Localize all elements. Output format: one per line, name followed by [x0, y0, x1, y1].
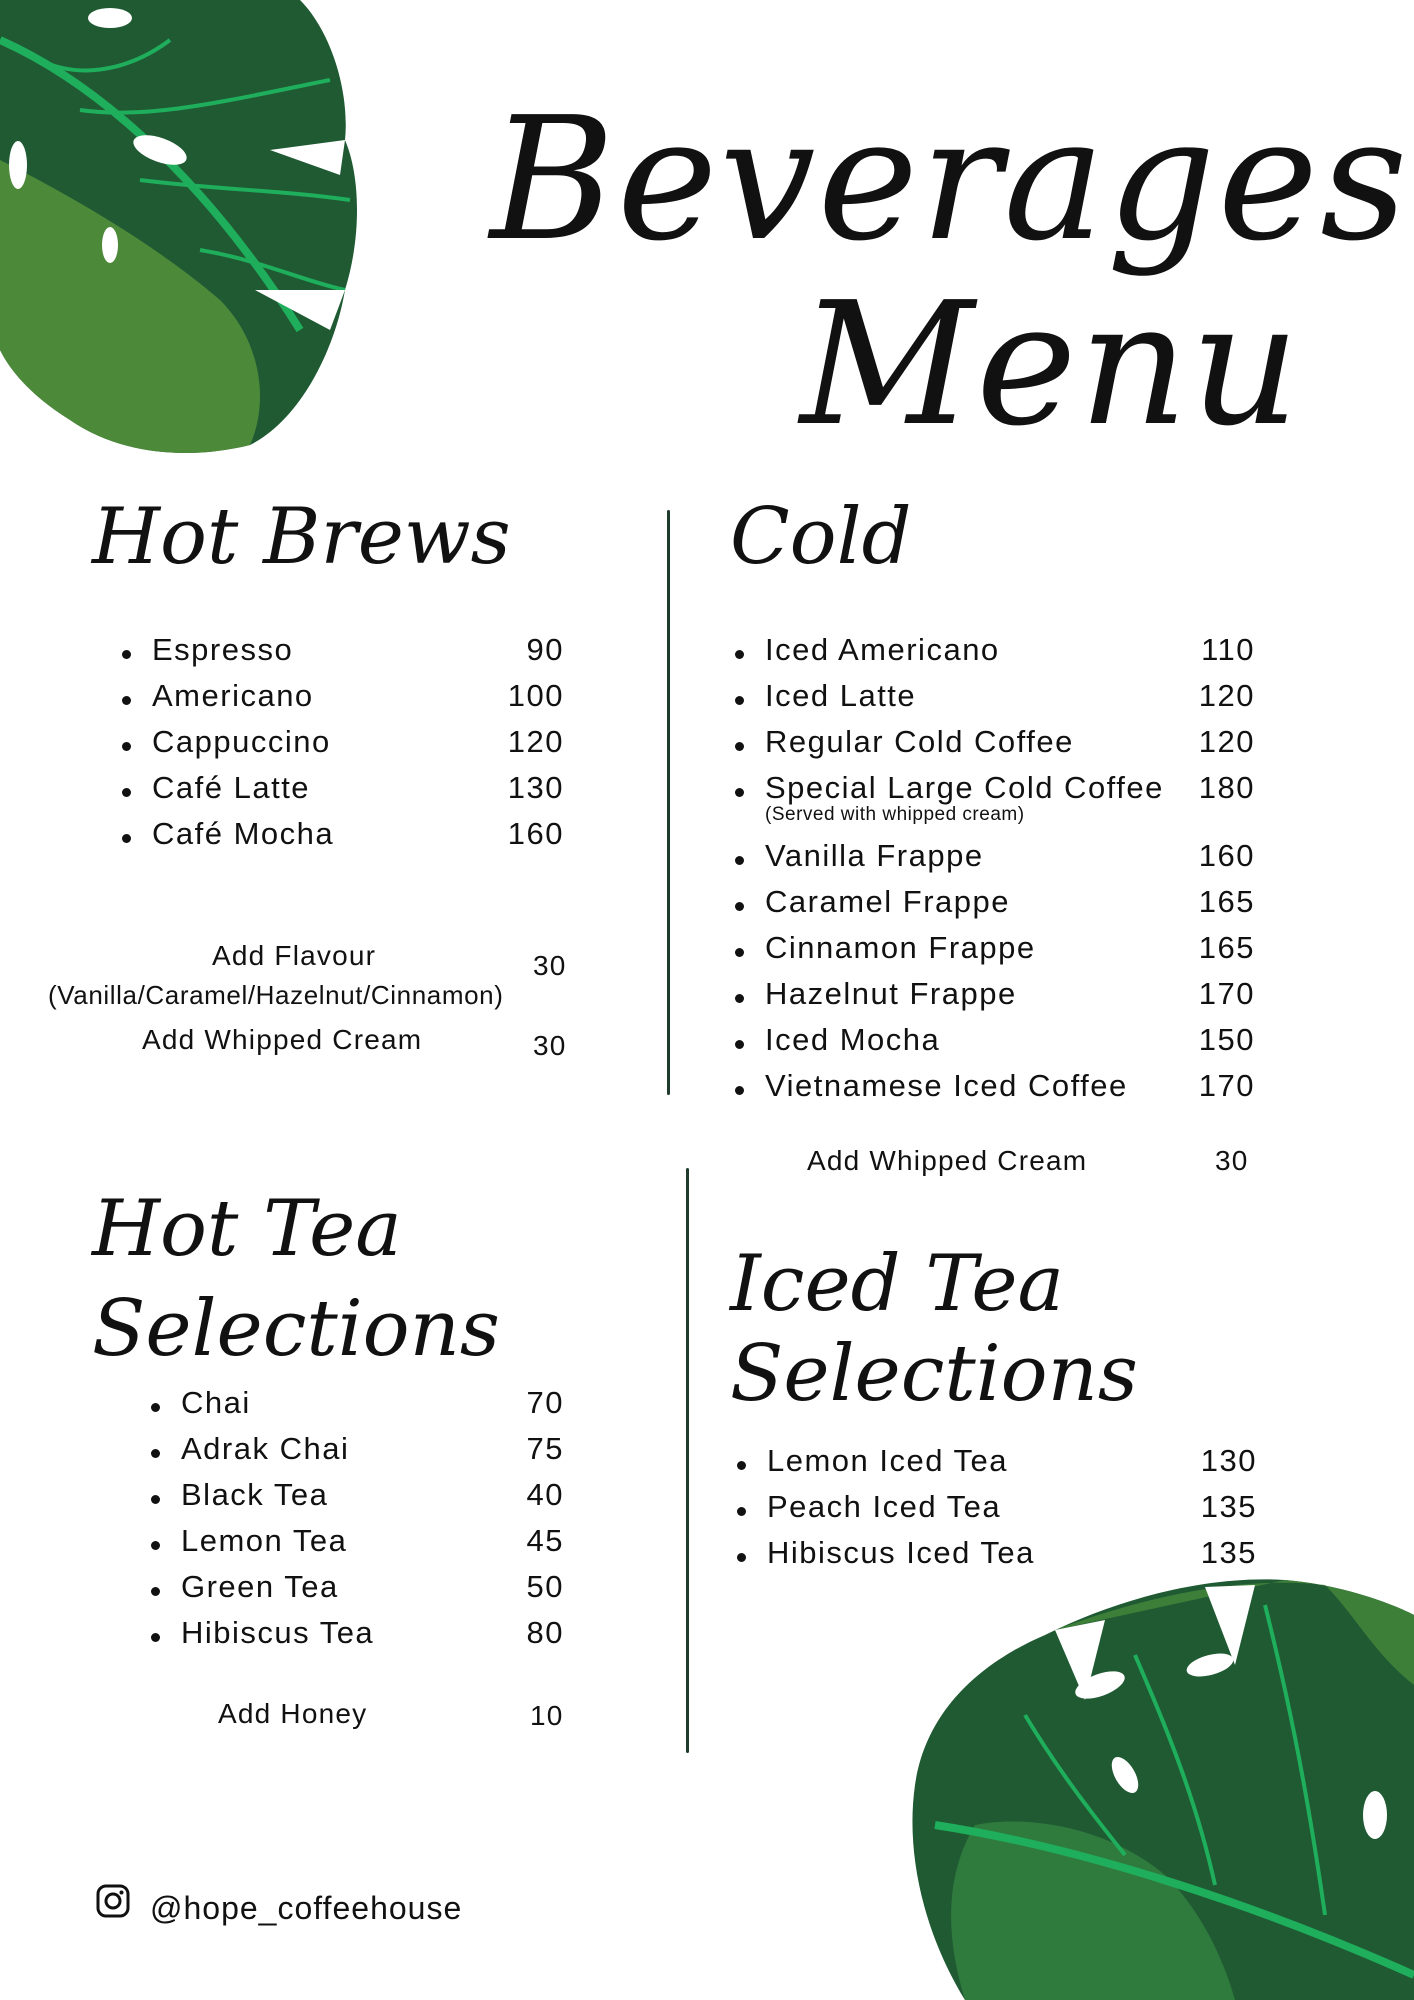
- list-item: [152, 816, 564, 862]
- section-heading-iced-tea-line1: Iced Tea: [730, 1239, 1065, 1329]
- item-price: 120: [1198, 724, 1255, 759]
- list-item: [765, 678, 1255, 724]
- item-name: Vanilla Frappe: [765, 838, 984, 873]
- section-heading-hot-tea-line2: Selections: [92, 1284, 500, 1374]
- cold-add-whipped-cream-label: Add Whipped Cream: [807, 1145, 1088, 1176]
- item-name: Iced Americano: [765, 632, 1000, 667]
- instagram-handle-text: @hope_coffeehouse: [150, 1890, 463, 1926]
- item-name: Lemon Tea: [181, 1523, 348, 1558]
- item-price: 120: [507, 724, 564, 759]
- item-price: 130: [507, 770, 564, 805]
- item-name: Vietnamese Iced Coffee: [765, 1068, 1128, 1103]
- item-price: 160: [1198, 838, 1255, 873]
- add-flavour-label: Add Flavour: [212, 940, 377, 971]
- list-item: [767, 1535, 1257, 1581]
- list-item: [152, 724, 564, 770]
- section-heading-hot-tea-line1: Hot Tea: [92, 1184, 402, 1274]
- section-heading-hot-brews: Hot Brews: [92, 492, 511, 582]
- item-price: 165: [1198, 930, 1255, 965]
- list-item: [767, 1489, 1257, 1535]
- cold-list: [765, 632, 1255, 1114]
- section-heading-cold: Cold: [730, 492, 912, 582]
- monstera-leaf-top-left-decoration: [0, 0, 370, 460]
- monstera-leaf-bottom-right-decoration: [905, 1575, 1414, 2000]
- item-price: 130: [1200, 1443, 1257, 1478]
- item-name: Chai: [181, 1385, 251, 1420]
- list-item: [181, 1569, 564, 1615]
- hot-brews-list: [152, 632, 564, 862]
- add-honey-price: 10: [530, 1700, 564, 1731]
- item-price: 120: [1198, 678, 1255, 713]
- item-name: Hibiscus Iced Tea: [767, 1535, 1035, 1570]
- item-price: 180: [1198, 770, 1255, 805]
- item-price: 135: [1200, 1535, 1257, 1570]
- item-name: Café Latte: [152, 770, 311, 805]
- list-item: [765, 930, 1255, 976]
- list-item: [152, 770, 564, 816]
- instagram-icon: [96, 1884, 130, 1918]
- item-price: 70: [526, 1385, 564, 1420]
- list-item: [765, 632, 1255, 678]
- list-item: [767, 1443, 1257, 1489]
- item-price: 45: [526, 1523, 564, 1558]
- social-handle[interactable]: [96, 1882, 463, 1926]
- item-name: Hibiscus Tea: [181, 1615, 375, 1650]
- item-name: Hazelnut Frappe: [765, 976, 1017, 1011]
- list-item: [181, 1385, 564, 1431]
- hot-tea-list: [181, 1385, 564, 1661]
- list-item: [765, 1068, 1255, 1114]
- item-name: Americano: [152, 678, 314, 713]
- item-price: 80: [526, 1615, 564, 1650]
- list-item: [765, 976, 1255, 1022]
- item-price: 110: [1201, 632, 1255, 667]
- item-name: Cappuccino: [152, 724, 331, 759]
- list-item: [181, 1615, 564, 1661]
- list-item: [181, 1431, 564, 1477]
- menu-title-menu: Menu: [800, 266, 1302, 464]
- item-price: 150: [1198, 1022, 1255, 1057]
- item-name: Iced Mocha: [765, 1022, 941, 1057]
- item-name: Black Tea: [181, 1477, 329, 1512]
- item-name: Special Large Cold Coffee: [765, 770, 1164, 805]
- add-flavour-options: (Vanilla/Caramel/Hazelnut/Cinnamon): [48, 980, 504, 1010]
- list-item: [765, 770, 1255, 838]
- item-price: 170: [1198, 1068, 1255, 1103]
- item-price: 75: [526, 1431, 564, 1466]
- menu-title-beverages: Beverages: [490, 81, 1410, 279]
- item-price: 50: [526, 1569, 564, 1604]
- item-name: Lemon Iced Tea: [767, 1443, 1009, 1478]
- item-name: Café Mocha: [152, 816, 335, 851]
- list-item: [765, 724, 1255, 770]
- cold-add-whipped-cream-price: 30: [1215, 1145, 1249, 1176]
- column-divider-bottom: [686, 1168, 689, 1753]
- item-name: Iced Latte: [765, 678, 917, 713]
- iced-tea-list: [767, 1443, 1257, 1581]
- item-price: 40: [526, 1477, 564, 1512]
- item-name: Adrak Chai: [181, 1431, 350, 1466]
- item-price: 170: [1198, 976, 1255, 1011]
- item-note: (Served with whipped cream): [765, 804, 1025, 825]
- item-price: 165: [1198, 884, 1255, 919]
- item-name: Green Tea: [181, 1569, 339, 1604]
- item-name: Espresso: [152, 632, 294, 667]
- item-price: 135: [1200, 1489, 1257, 1524]
- section-heading-iced-tea-line2: Selections: [730, 1329, 1138, 1419]
- item-price: 100: [507, 678, 564, 713]
- item-name: Regular Cold Coffee: [765, 724, 1074, 759]
- item-price: 160: [507, 816, 564, 851]
- list-item: [152, 678, 564, 724]
- add-honey-label: Add Honey: [218, 1698, 368, 1729]
- list-item: [152, 632, 564, 678]
- item-name: Caramel Frappe: [765, 884, 1010, 919]
- list-item: [181, 1523, 564, 1569]
- column-divider-top: [667, 510, 670, 1095]
- item-name: Peach Iced Tea: [767, 1489, 1002, 1524]
- list-item: [181, 1477, 564, 1523]
- list-item: [765, 838, 1255, 884]
- add-flavour-price: 30: [533, 950, 567, 981]
- item-price: 90: [526, 632, 564, 667]
- list-item: [765, 1022, 1255, 1068]
- add-whipped-cream-price: 30: [533, 1030, 567, 1061]
- item-name: Cinnamon Frappe: [765, 930, 1036, 965]
- list-item: [765, 884, 1255, 930]
- add-whipped-cream-label: Add Whipped Cream: [142, 1024, 423, 1055]
